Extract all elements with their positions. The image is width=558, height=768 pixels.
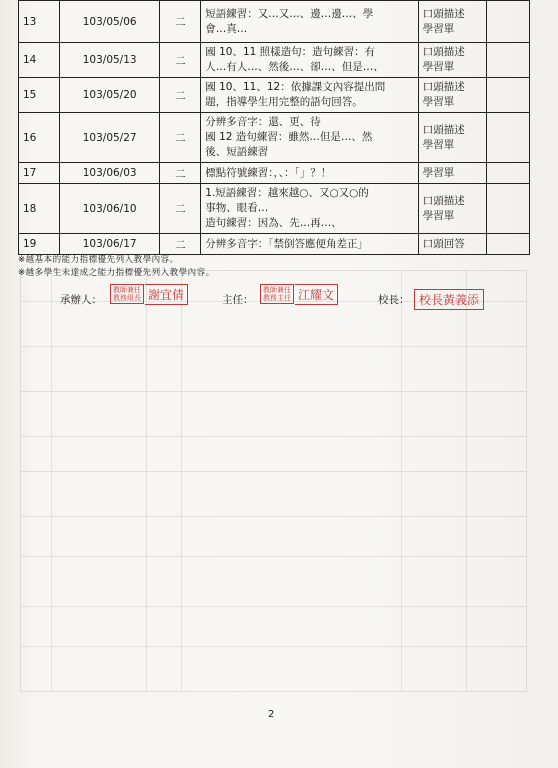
row-date: 103/06/03 [59, 163, 160, 184]
row-number: 14 [19, 43, 60, 78]
organizer-label: 承辦人： [60, 294, 102, 306]
row-date: 103/05/27 [59, 113, 160, 163]
assessment-line: 學習單 [422, 209, 455, 222]
row-date: 103/06/10 [59, 184, 160, 234]
table-row [19, 78, 530, 113]
note-basic: ※越基本的能力指標優先列入教學內容。 [18, 255, 179, 265]
principal-stamp: 校長黃義添 [414, 289, 484, 310]
row-date: 103/06/17 [59, 234, 160, 255]
row-unit: 二 [160, 1, 201, 43]
table-row [19, 163, 530, 184]
director-name-stamp: 江耀文 [295, 284, 338, 305]
content-line: 國 12 造句練習：雖然…但是…、然 [205, 131, 373, 143]
row-remarks [487, 234, 530, 255]
content-line: 會…真… [205, 22, 248, 35]
bleed-through-table [20, 270, 527, 692]
content-line: 造句練習：因為、先…再…、 [205, 217, 342, 229]
row-assessment [418, 113, 487, 163]
row-content [201, 113, 418, 163]
row-unit: 二 [160, 78, 201, 113]
row-date: 103/05/13 [59, 43, 160, 78]
table-row [19, 43, 530, 78]
row-content [201, 78, 418, 113]
row-number: 16 [19, 113, 60, 163]
row-number: 17 [19, 163, 60, 184]
content-line: 1.短語練習：越來越○、又○又○的 [205, 187, 369, 199]
row-assessment [418, 78, 487, 113]
table-row [19, 234, 530, 255]
content-line: 後、短語練習 [205, 146, 269, 158]
row-content [201, 234, 418, 255]
organizer-name-stamp: 謝宜倩 [145, 284, 188, 305]
table-row [19, 1, 530, 43]
row-number: 15 [19, 78, 60, 113]
content-line: 題，指導學生用完整的語句回答。 [205, 96, 363, 108]
director-label: 主任： [222, 294, 254, 306]
assessment-line: 學習單 [422, 61, 455, 73]
row-remarks [487, 1, 530, 43]
content-line: 國 10、11、12：依據課文內容提出問 [205, 81, 386, 93]
table-row [19, 184, 530, 234]
row-unit: 二 [160, 234, 201, 255]
assessment-line: 口頭描述 [422, 123, 465, 136]
assessment-line: 口頭回答 [422, 237, 465, 250]
assessment-line: 學習單 [422, 138, 455, 151]
assessment-line: 口頭描述 [422, 46, 465, 58]
content-line: 分辨多音字：「禁倒答應便角差正」 [205, 237, 369, 250]
note-unmet: ※越多學生未達成之能力指標優先列入教學內容。 [18, 268, 215, 278]
content-line: 國 10、11 照樣造句：造句練習：有 [205, 46, 376, 58]
assessment-line: 口頭描述 [422, 194, 465, 207]
director-title-stamp: 教師兼任 教務主任 [260, 284, 294, 304]
content-line: 標點符號練習：，、：「」？！ [205, 166, 332, 179]
schedule-table [18, 0, 530, 255]
row-remarks [487, 163, 530, 184]
row-remarks [487, 113, 530, 163]
content-line: 事物、眼看… [205, 202, 269, 214]
row-remarks [487, 184, 530, 234]
row-remarks [487, 78, 530, 113]
row-content [201, 1, 418, 43]
row-number: 13 [19, 1, 60, 43]
assessment-line: 學習單 [422, 96, 455, 108]
row-number: 19 [19, 234, 60, 255]
row-content [201, 43, 418, 78]
assessment-line: 口頭描述 [422, 81, 465, 93]
row-remarks [487, 43, 530, 78]
row-number: 18 [19, 184, 60, 234]
row-date: 103/05/06 [59, 1, 160, 43]
row-content [201, 184, 418, 234]
row-assessment [418, 163, 487, 184]
row-unit: 二 [160, 43, 201, 78]
row-content [201, 163, 418, 184]
row-assessment [418, 1, 487, 43]
table-row [19, 113, 530, 163]
content-line: 短語練習：又…又…、邊…邊…、學 [205, 7, 374, 20]
content-line: 人…有人…、然後…、卻…、但是…、 [205, 61, 384, 73]
row-unit: 二 [160, 184, 201, 234]
assessment-line: 學習單 [422, 166, 455, 179]
assessment-line: 學習單 [422, 22, 455, 35]
assessment-line: 口頭描述 [422, 7, 465, 20]
organizer-title-stamp: 教師兼任 教務組長 [110, 284, 144, 304]
row-assessment [418, 184, 487, 234]
row-unit: 二 [160, 163, 201, 184]
row-date: 103/05/20 [59, 78, 160, 113]
principal-label: 校長： [378, 294, 410, 306]
row-unit: 二 [160, 113, 201, 163]
row-assessment [418, 234, 487, 255]
content-line: 分辨多音字：還、更、待 [205, 116, 321, 128]
page-number: 2 [268, 709, 275, 720]
row-assessment [418, 43, 487, 78]
